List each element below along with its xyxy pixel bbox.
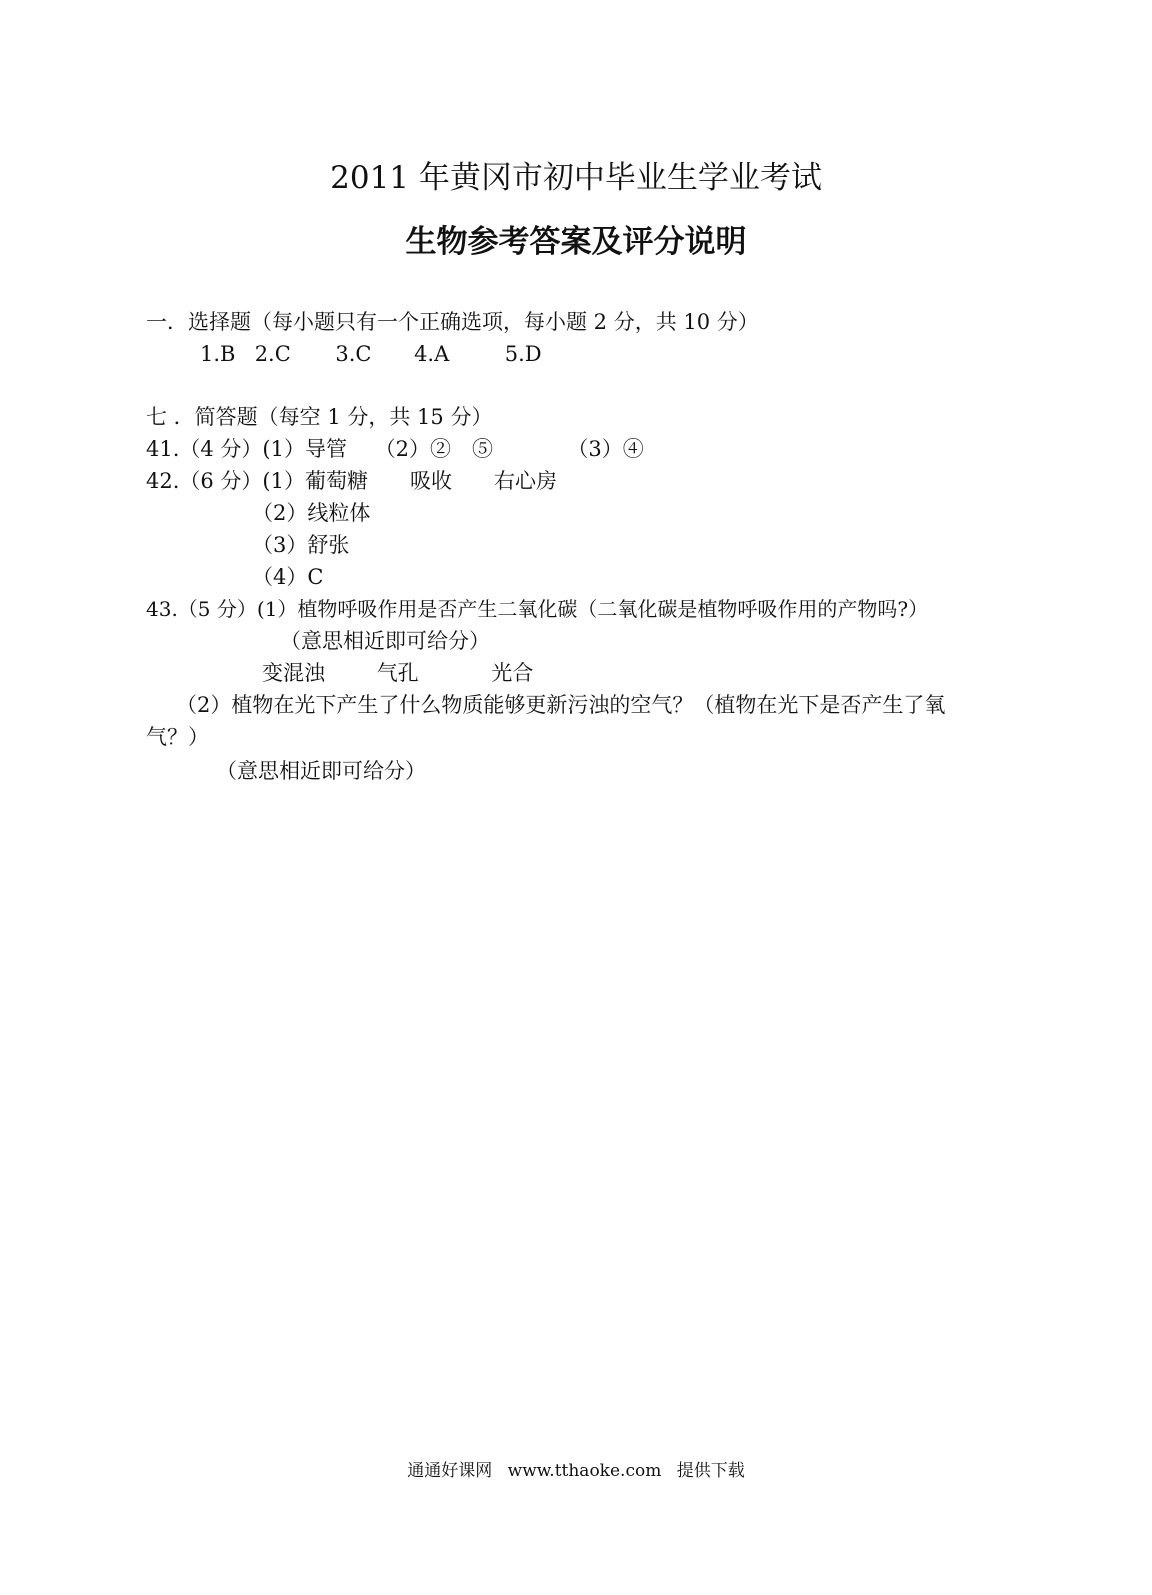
page-title: 2011 年黄冈市初中毕业生学业考试: [330, 160, 822, 196]
page-footer: [0, 1459, 1152, 1483]
q42-line3: （3）舒张: [252, 533, 350, 557]
q43-answers: [262, 658, 533, 688]
q43-answer-1: 变混浊: [262, 661, 325, 685]
answer-2: 2.C: [254, 342, 291, 366]
page-subtitle: 生物参考答案及评分说明: [405, 224, 747, 260]
q41-line: [146, 434, 644, 464]
q43-note1: （意思相近即可给分）: [280, 629, 490, 653]
q42-line4: （4）C: [252, 565, 324, 589]
q43-line1: 43.（5 分）(1）植物呼吸作用是否产生二氧化碳（二氧化碳是植物呼吸作用的产物吗?）: [146, 597, 929, 621]
q42-line2: （2）线粒体: [252, 501, 371, 525]
section1-heading: 一．选择题（每小题只有一个正确选项，每小题 2 分，共 10 分）: [146, 310, 759, 334]
q43-answer-2: 气孔: [376, 661, 419, 685]
section1-answers: [200, 339, 542, 369]
q43-note2: （意思相近即可给分）: [216, 759, 426, 783]
footer-suffix: 提供下载: [676, 1461, 745, 1481]
section7-heading: 七 ．简答题（每空 1 分，共 15 分）: [146, 405, 493, 429]
q41-part1: 41.（4 分）(1）导管: [146, 437, 347, 461]
q43-line2: （2）植物在光下产生了什么物质能够更新污浊的空气？（植物在光下是否产生了氧: [176, 693, 946, 717]
q41-part2: （2）② ⑤: [374, 437, 494, 461]
q41-part3: （3）④: [567, 437, 644, 461]
q43-line3: 气？）: [146, 725, 209, 749]
answer-5: 5.D: [504, 342, 542, 366]
footer-url[interactable]: www.tthaoke.com: [507, 1461, 662, 1481]
answer-3: 3.C: [335, 342, 372, 366]
q42-line1: 42.（6 分）(1）葡萄糖 吸收 右心房: [146, 469, 557, 493]
answer-1: 1.B: [200, 342, 236, 366]
q43-answer-3: 光合: [491, 661, 534, 685]
answer-4: 4.A: [414, 342, 450, 366]
footer-site-name: 通通好课网: [407, 1461, 493, 1481]
